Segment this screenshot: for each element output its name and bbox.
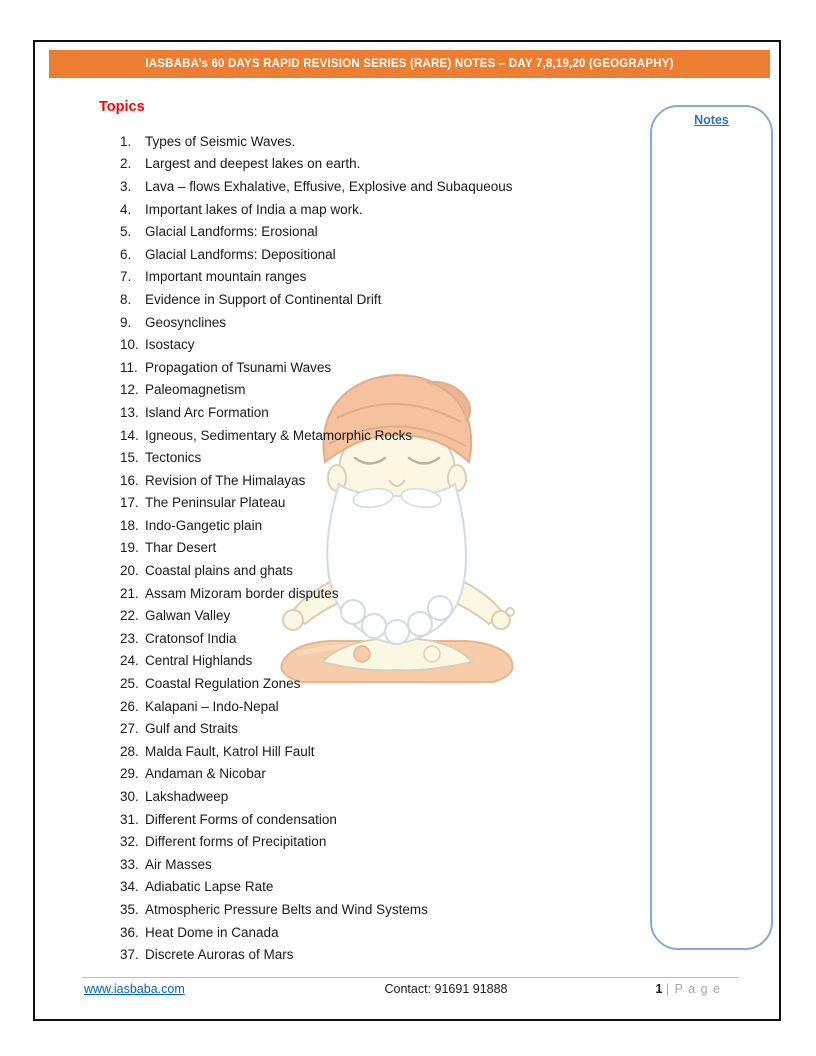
- topic-list-item: [120, 740, 680, 763]
- topic-item-number: 34.: [120, 879, 139, 895]
- topic-item-text: Heat Dome in Canada: [145, 924, 279, 940]
- topic-item-text: Propagation of Tsunami Waves: [145, 359, 332, 375]
- topic-list-item: [120, 808, 680, 831]
- topic-item-text: Coastal Regulation Zones: [145, 676, 301, 692]
- topic-list-item: [120, 627, 680, 650]
- topic-list-item: [120, 401, 680, 424]
- topic-item-number: 2.: [120, 156, 132, 172]
- topic-item-number: 8.: [120, 291, 132, 307]
- topic-list-item: [120, 943, 680, 966]
- topic-item-text: Central Highlands: [145, 653, 253, 669]
- footer-page-suffix: | P a g e: [665, 982, 721, 996]
- topic-item-text: Atmospheric Pressure Belts and Wind Systems: [145, 901, 428, 917]
- topic-item-number: 22.: [120, 608, 139, 624]
- topic-item-text: Air Masses: [145, 856, 212, 872]
- topic-item-number: 9.: [120, 314, 132, 330]
- topic-item-text: Assam Mizoram border disputes: [145, 585, 339, 601]
- topic-list-item: [120, 695, 680, 718]
- topic-list-item: [120, 130, 680, 153]
- topic-item-number: 27.: [120, 721, 139, 737]
- topic-item-text: Lava – flows Exhalative, Effusive, Explosive and Subaqueous: [145, 178, 513, 194]
- topic-list-item: [120, 356, 680, 379]
- topic-list-item: [120, 650, 680, 673]
- topic-item-number: 11.: [120, 359, 138, 375]
- topic-item-number: 5.: [120, 224, 132, 240]
- topic-item-number: 19.: [120, 540, 139, 556]
- topic-item-number: 23.: [120, 630, 139, 646]
- topic-item-text: The Peninsular Plateau: [145, 495, 286, 511]
- topic-item-number: 32.: [120, 834, 139, 850]
- topic-item-text: Adiabatic Lapse Rate: [145, 879, 274, 895]
- topic-item-text: Discrete Auroras of Mars: [145, 947, 294, 963]
- topic-item-number: 29.: [120, 766, 139, 782]
- topic-item-text: Important mountain ranges: [145, 269, 307, 285]
- topic-item-number: 25.: [120, 676, 139, 692]
- topic-item-text: Galwan Valley: [145, 608, 231, 624]
- topic-list-item: [120, 469, 680, 492]
- topic-list-item: [120, 266, 680, 289]
- topic-item-text: Isostacy: [145, 337, 195, 353]
- topic-list-item: [120, 763, 680, 786]
- topic-list-item: [120, 153, 680, 176]
- topic-item-text: Revision of The Himalayas: [145, 472, 306, 488]
- topic-list-item: [120, 537, 680, 560]
- header-banner: [49, 50, 770, 78]
- topic-item-text: Different forms of Precipitation: [145, 834, 327, 850]
- topic-item-number: 30.: [120, 789, 139, 805]
- topic-item-number: 12.: [120, 382, 139, 398]
- topic-item-text: Malda Fault, Katrol Hill Fault: [145, 743, 315, 759]
- topic-list-item: [120, 311, 680, 334]
- topic-item-number: 1.: [120, 133, 132, 149]
- page-frame: [33, 40, 781, 1021]
- footer-page-indicator: [655, 982, 721, 996]
- topic-item-text: Largest and deepest lakes on earth.: [145, 156, 361, 172]
- topic-item-number: 26.: [120, 698, 139, 714]
- topic-list-item: [120, 853, 680, 876]
- topic-item-text: Lakshadweep: [145, 789, 229, 805]
- topic-item-number: 10.: [120, 337, 139, 353]
- topic-list-item: [120, 604, 680, 627]
- topic-item-number: 15.: [120, 450, 139, 466]
- footer-contact: Contact: 91691 91888: [384, 982, 508, 996]
- topic-list-item: [120, 876, 680, 899]
- topic-item-text: Tectonics: [145, 450, 202, 466]
- topic-item-text: Coastal plains and ghats: [145, 563, 293, 579]
- topic-item-text: Gulf and Straits: [145, 721, 239, 737]
- topic-item-number: 7.: [120, 269, 132, 285]
- topic-item-text: Glacial Landforms: Depositional: [145, 246, 336, 262]
- topic-item-number: 31.: [120, 811, 139, 827]
- topic-item-text: Thar Desert: [145, 540, 217, 556]
- topic-list-item: [120, 220, 680, 243]
- topic-list-item: [120, 379, 680, 402]
- topic-list-item: [120, 175, 680, 198]
- topic-item-number: 6.: [120, 246, 132, 262]
- topic-item-number: 17.: [120, 495, 139, 511]
- topic-item-text: Kalapani – Indo-Nepal: [145, 698, 279, 714]
- topic-item-text: Types of Seismic Waves.: [145, 133, 296, 149]
- topic-list-item: [120, 288, 680, 311]
- topic-list-item: [120, 424, 680, 447]
- topic-item-number: 14.: [120, 427, 139, 443]
- topic-item-number: 36.: [120, 924, 139, 940]
- topic-list-item: [120, 492, 680, 515]
- topic-item-number: 24.: [120, 653, 139, 669]
- topic-list-item: [120, 514, 680, 537]
- topic-item-number: 21.: [120, 585, 139, 601]
- header-banner-title: IASBABA’s 60 DAYS RAPID REVISION SERIES (RARE) NOTES – DAY 7,8,19,20 (GEOGRAPHY): [145, 58, 674, 70]
- notes-panel-label: Notes: [694, 113, 729, 127]
- topic-item-text: Important lakes of India a map work.: [145, 201, 363, 217]
- topic-list-item: [120, 559, 680, 582]
- topic-item-text: Different Forms of condensation: [145, 811, 337, 827]
- topic-item-text: Paleomagnetism: [145, 382, 246, 398]
- topic-item-number: 28.: [120, 743, 139, 759]
- footer-website-link[interactable]: www.iasbaba.com: [84, 982, 185, 996]
- topic-item-number: 16.: [120, 472, 139, 488]
- footer-divider: [82, 977, 739, 978]
- topic-item-number: 13.: [120, 404, 139, 420]
- topic-list-item: [120, 333, 680, 356]
- topic-item-number: 35.: [120, 901, 139, 917]
- topic-item-text: Indo-Gangetic plain: [145, 517, 263, 533]
- topic-list-item: [120, 921, 680, 944]
- notes-panel: [650, 105, 773, 950]
- topic-list-item: [120, 582, 680, 605]
- topic-item-text: Geosynclines: [145, 314, 227, 330]
- topic-list-item: [120, 785, 680, 808]
- topic-list-item: [120, 198, 680, 221]
- topic-item-text: Island Arc Formation: [145, 404, 269, 420]
- topic-list-item: [120, 898, 680, 921]
- topic-item-text: Cratonsof India: [145, 630, 237, 646]
- topic-list-item: [120, 717, 680, 740]
- topic-item-text: Igneous, Sedimentary & Metamorphic Rocks: [145, 427, 413, 443]
- topics-heading: Topics: [99, 99, 145, 115]
- topic-item-number: 20.: [120, 563, 139, 579]
- topic-list-item: [120, 672, 680, 695]
- topic-item-text: Glacial Landforms: Erosional: [145, 224, 318, 240]
- topics-list: [120, 130, 680, 966]
- topic-item-number: 4.: [120, 201, 132, 217]
- topic-item-number: 3.: [120, 178, 132, 194]
- topic-item-number: 37.: [120, 947, 139, 963]
- topic-list-item: [120, 830, 680, 853]
- topic-item-text: Andaman & Nicobar: [145, 766, 266, 782]
- topic-list-item: [120, 243, 680, 266]
- topic-item-number: 33.: [120, 856, 139, 872]
- topic-item-text: Evidence in Support of Continental Drift: [145, 291, 382, 307]
- topic-list-item: [120, 446, 680, 469]
- footer-page-number: 1: [655, 982, 663, 996]
- topic-item-number: 18.: [120, 517, 139, 533]
